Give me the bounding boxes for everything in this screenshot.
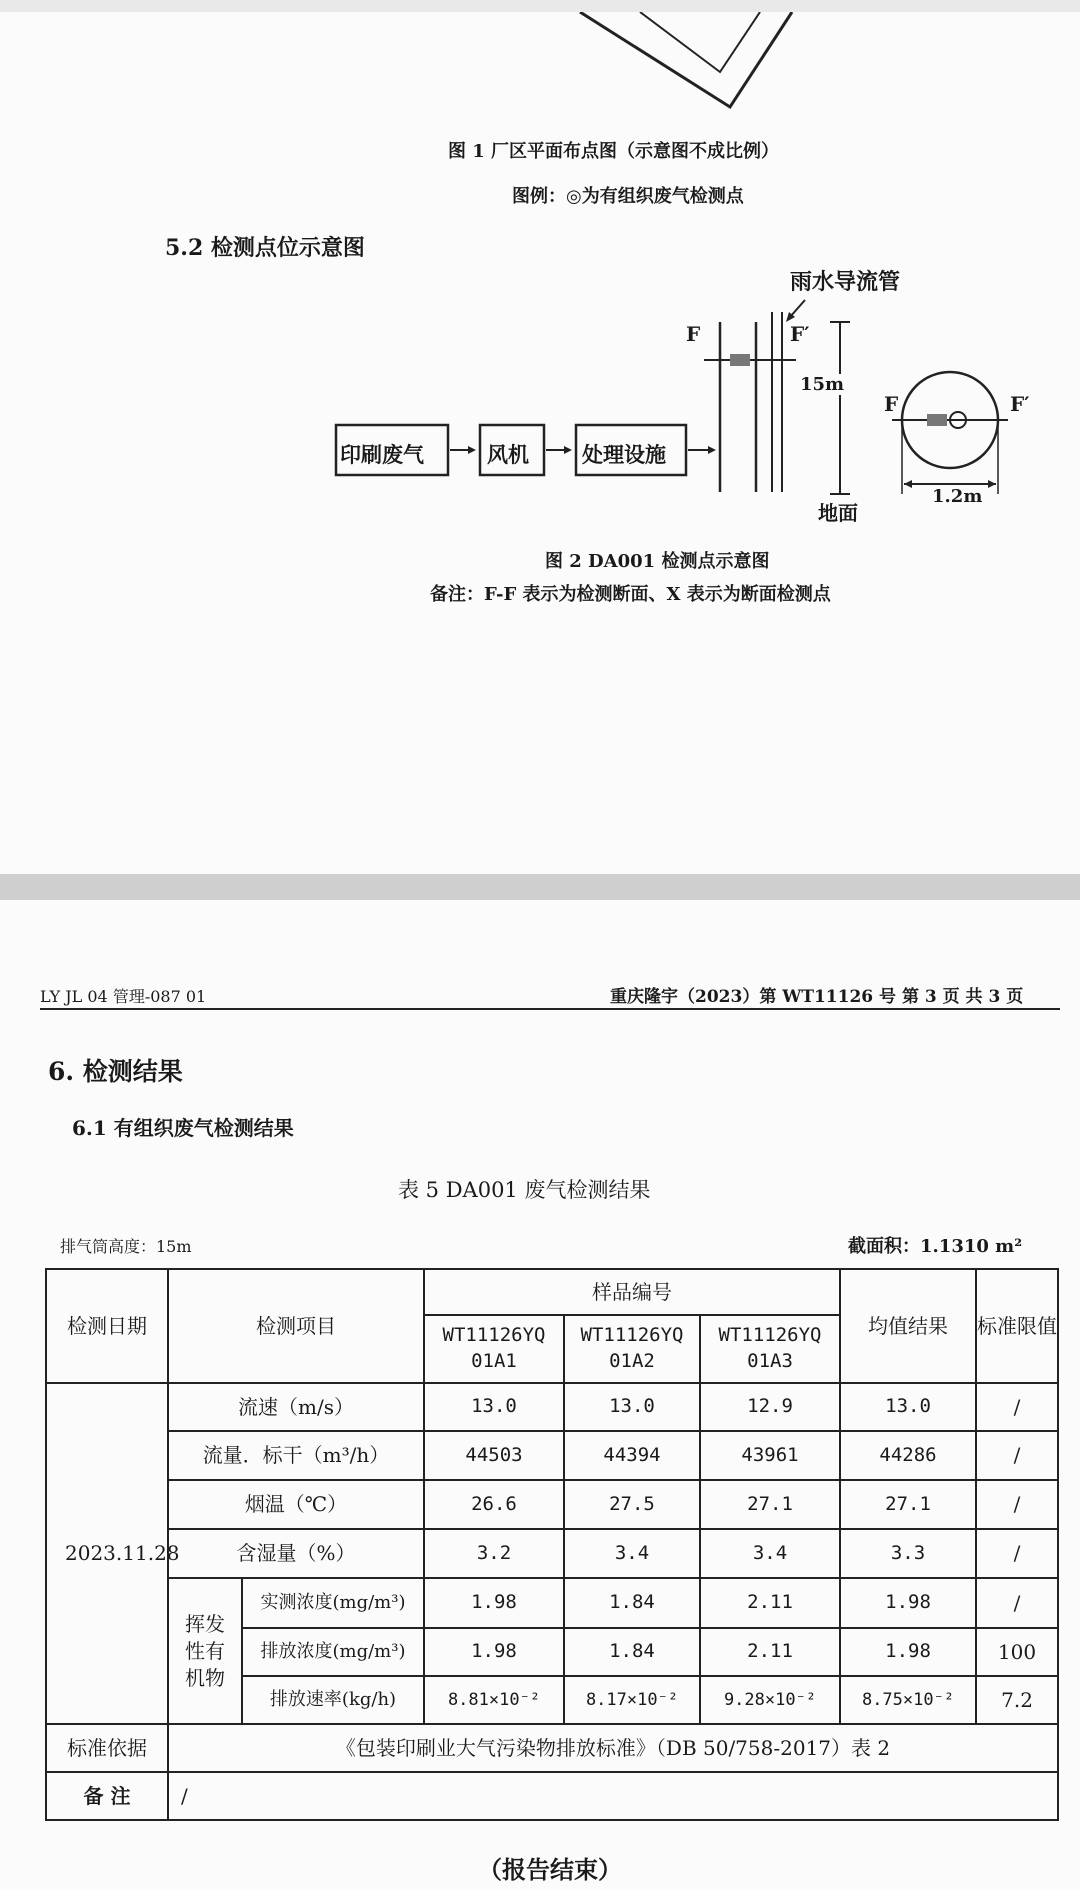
header-mean-result: 均值结果 (840, 1269, 976, 1383)
voc-group-label: 挥发性有机物 (168, 1578, 242, 1724)
figure1-legend: 图例：◎为有组织废气检测点 (512, 186, 744, 207)
value-cell: 43961 (700, 1431, 840, 1480)
value-cell: 44394 (564, 1431, 700, 1480)
item-label: 排放浓度(mg/m³) (242, 1628, 424, 1676)
diagram-diameter-label: 1.2m (928, 486, 986, 507)
value-cell: 26.6 (424, 1480, 564, 1529)
exhaust-results-table (45, 1268, 1059, 1821)
header-sample-number: 样品编号 (424, 1269, 840, 1315)
remark-value: / (168, 1772, 1058, 1820)
cross-section-area: 截面积：1.1310 m² (848, 1236, 1023, 1257)
basis-value: 《包装印刷业大气污染物排放标准》（DB 50/758-2017）表 2 (168, 1724, 1058, 1772)
figure2-caption: 图 2 DA001 检测点示意图 (545, 551, 770, 572)
value-cell: 8.17×10⁻² (564, 1676, 700, 1724)
mean-cell: 44286 (840, 1431, 976, 1480)
item-label: 流量．标干（m³/h） (168, 1431, 424, 1480)
limit-cell: / (976, 1529, 1058, 1578)
item-label: 含湿量（%） (168, 1529, 424, 1578)
report-end: （报告结束） (478, 1855, 622, 1884)
sample-id-3: WT11126YQ 01A3 (700, 1315, 840, 1383)
figure1-caption: 图 1 厂区平面布点图（示意图不成比例） (448, 141, 780, 162)
limit-cell: / (976, 1431, 1058, 1480)
value-cell: 3.2 (424, 1529, 564, 1578)
basis-label: 标准依据 (46, 1724, 168, 1772)
value-cell: 44503 (424, 1431, 564, 1480)
test-date-value: 2023.11.28 (46, 1383, 168, 1724)
header-rule (40, 1008, 1060, 1010)
sample-id-2: WT11126YQ 01A2 (564, 1315, 700, 1383)
report-page-1 (0, 12, 1080, 874)
diagram-box-printing-exhaust: 印刷废气 (340, 442, 424, 467)
value-cell: 12.9 (700, 1383, 840, 1431)
limit-cell: 100 (976, 1628, 1058, 1676)
remark-label: 备 注 (46, 1772, 168, 1820)
stack-height: 排气筒高度：15m (60, 1237, 192, 1256)
limit-cell: / (976, 1480, 1058, 1529)
table-row (46, 1383, 1058, 1431)
item-label: 排放速率(kg/h) (242, 1676, 424, 1724)
value-cell: 1.84 (564, 1628, 700, 1676)
section-6-1-heading: 6.1 有组织废气检测结果 (72, 1116, 294, 1140)
diagram-rain-pipe-label: 雨水导流管 (790, 269, 901, 295)
table-row (46, 1480, 1058, 1529)
value-cell: 3.4 (700, 1529, 840, 1578)
table-row (46, 1529, 1058, 1578)
report-page-2 (0, 900, 1080, 1890)
mean-cell: 1.98 (840, 1628, 976, 1676)
diagram-height-label: 15m (800, 374, 845, 395)
value-cell: 1.84 (564, 1578, 700, 1628)
value-cell: 9.28×10⁻² (700, 1676, 840, 1724)
diagram-box-treatment: 处理设施 (582, 442, 666, 467)
table-row (46, 1772, 1058, 1820)
section-5-2-heading: 5.2 检测点位示意图 (165, 235, 365, 261)
diagram-circle-f-left: F (884, 392, 899, 416)
limit-cell: 7.2 (976, 1676, 1058, 1724)
item-label: 烟温（℃） (168, 1480, 424, 1529)
value-cell: 2.11 (700, 1628, 840, 1676)
section-6-heading: 6. 检测结果 (48, 1057, 183, 1086)
value-cell: 3.4 (564, 1529, 700, 1578)
item-label: 实测浓度(mg/m³) (242, 1578, 424, 1628)
diagram-box-fan: 风机 (487, 442, 529, 467)
header-standard-limit: 标准限值 (976, 1269, 1058, 1383)
limit-cell: / (976, 1578, 1058, 1628)
sample-id-1: WT11126YQ 01A1 (424, 1315, 564, 1383)
diagram-f-right: F′ (790, 322, 810, 346)
diagram-ground-label: 地面 (818, 501, 858, 525)
value-cell: 13.0 (424, 1383, 564, 1431)
header-report-number: 重庆隆宇（2023）第 WT11126 号 第 3 页 共 3 页 (610, 987, 1024, 1007)
header-doc-code: LY JL 04 管理-087 01 (40, 987, 207, 1006)
monitoring-point-diagram (330, 262, 1050, 522)
header-test-item: 检测项目 (168, 1269, 424, 1383)
plant-layout-fragment (560, 12, 800, 122)
table-row (46, 1724, 1058, 1772)
table-title: 表 5 DA001 废气检测结果 (398, 1178, 651, 1202)
mean-cell: 27.1 (840, 1480, 976, 1529)
value-cell: 1.98 (424, 1628, 564, 1676)
diagram-f-left: F (686, 322, 701, 346)
page-separator (0, 874, 1080, 900)
value-cell: 2.11 (700, 1578, 840, 1628)
mean-cell: 1.98 (840, 1578, 976, 1628)
header-test-date: 检测日期 (46, 1269, 168, 1383)
table-row (46, 1578, 1058, 1628)
value-cell: 27.5 (564, 1480, 700, 1529)
value-cell: 13.0 (564, 1383, 700, 1431)
mean-cell: 13.0 (840, 1383, 976, 1431)
mean-cell: 8.75×10⁻² (840, 1676, 976, 1724)
value-cell: 27.1 (700, 1480, 840, 1529)
diagram-circle-f-right: F′ (1010, 392, 1030, 416)
value-cell: 8.81×10⁻² (424, 1676, 564, 1724)
figure2-note: 备注：F-F 表示为检测断面、X 表示为断面检测点 (430, 584, 831, 605)
item-label: 流速（m/s） (168, 1383, 424, 1431)
mean-cell: 3.3 (840, 1529, 976, 1578)
value-cell: 1.98 (424, 1578, 564, 1628)
limit-cell: / (976, 1383, 1058, 1431)
table-row (46, 1431, 1058, 1480)
